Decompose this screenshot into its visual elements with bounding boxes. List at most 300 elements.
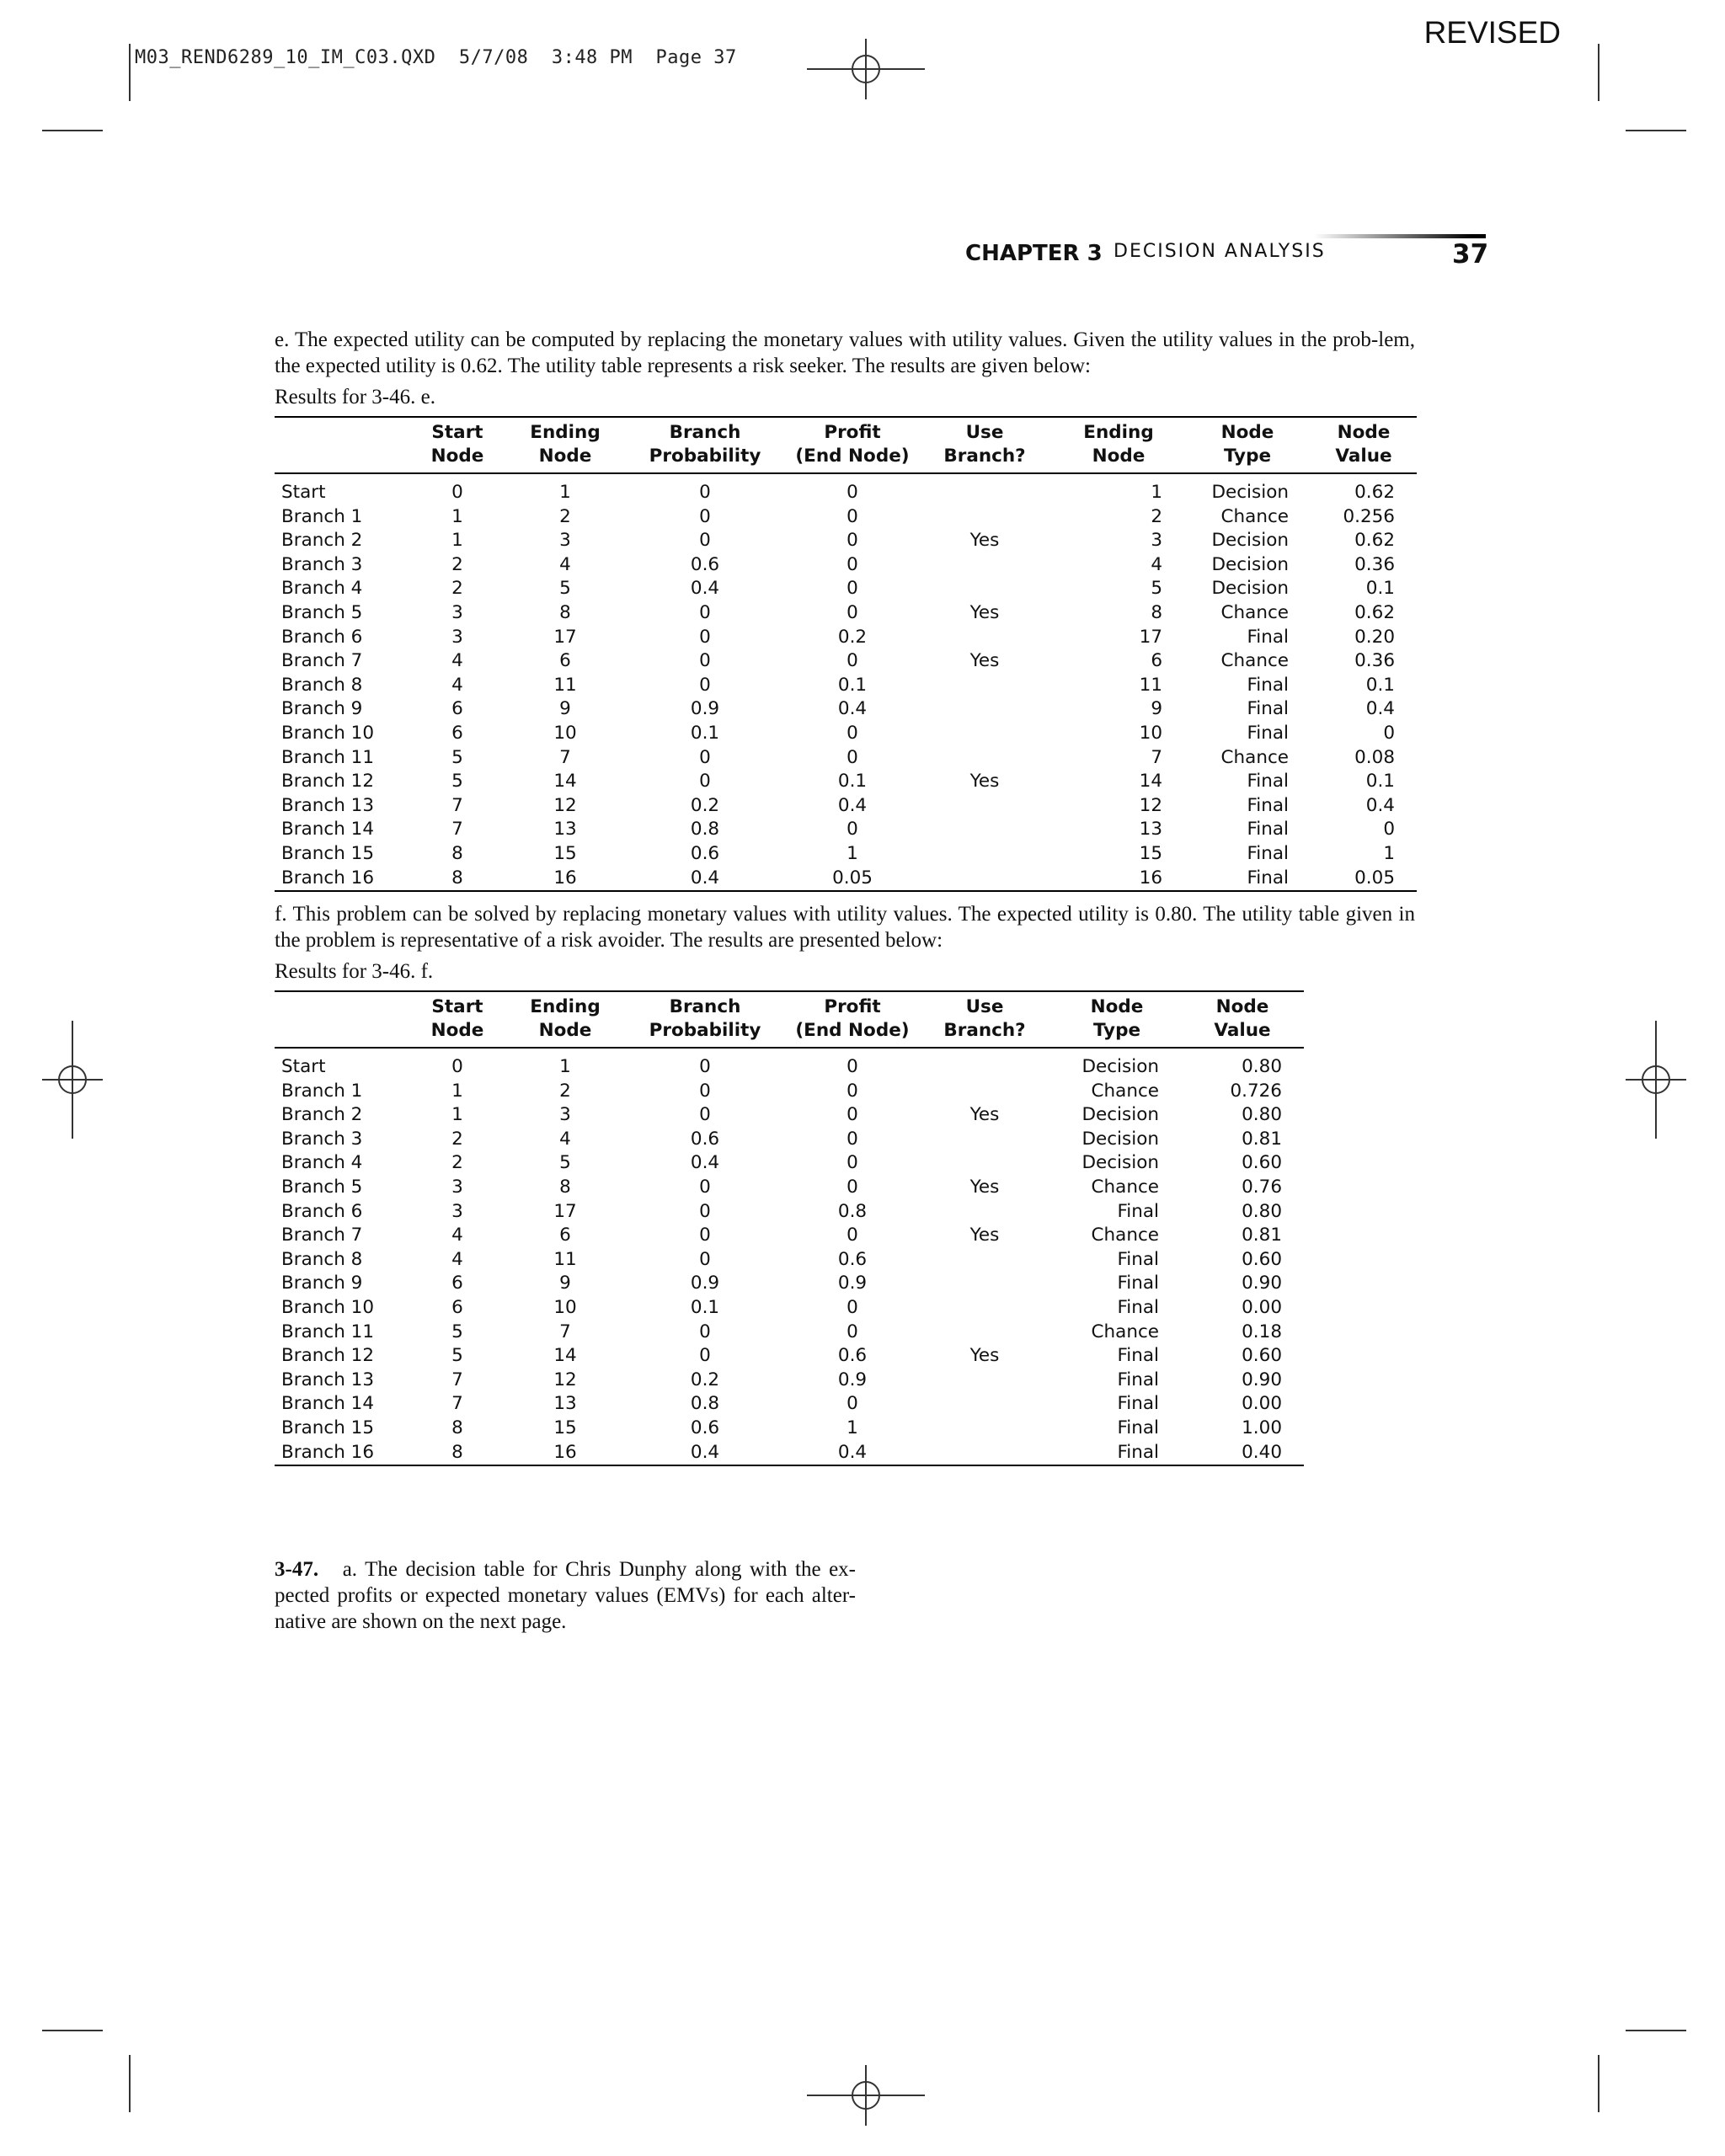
column-header-line2: Node: [430, 1020, 484, 1041]
column-header-line2: Probability: [649, 446, 761, 467]
problem-text: a. The decision table for Chris Dunphy along with the ex-pected profits or expected monetary values (EMVs) for each alter-native are shown on the next page.: [275, 1558, 857, 1633]
column-header-line2: Node: [538, 446, 592, 467]
column-header: [1053, 991, 1181, 1048]
table-cell: 0.9: [837, 1273, 868, 1294]
table-cell: 0.8: [690, 1393, 720, 1415]
table-cell: 9: [559, 698, 571, 720]
revised-stamp: REVISED: [1423, 15, 1561, 50]
table-cell: 6: [451, 722, 463, 744]
table-cell: 10: [1139, 722, 1162, 744]
table-row: [275, 867, 1417, 892]
table-cell: 1: [1383, 842, 1395, 864]
column-header: [509, 417, 622, 473]
column-header-line1: Ending: [530, 996, 601, 1017]
table-cell: Final: [1247, 674, 1289, 696]
column-header-line1: Node: [1215, 996, 1269, 1017]
table-cell: 16: [1053, 867, 1184, 892]
table-cell: 0.05: [788, 867, 916, 892]
table-cell: 0.81: [1242, 1225, 1282, 1246]
table-cell: 0.1: [690, 1296, 720, 1318]
table-cell: 15: [1139, 842, 1162, 864]
table-cell: 4: [559, 553, 571, 575]
column-header-line1: Branch: [669, 996, 741, 1017]
table-cell: 0: [699, 650, 711, 672]
paragraph-part-f: f. This problem can be solved by replacing monetary values with utility values. The expected utility is 0.80. The utility table given in the problem is representative of a risk avoider. The results are presented below:: [275, 903, 1415, 952]
table-cell: 11: [1139, 674, 1162, 696]
column-header: [406, 991, 509, 1048]
table-cell: 0: [699, 626, 711, 648]
column-header-line2: Type: [1092, 1020, 1141, 1041]
table-cell: 8: [559, 601, 571, 623]
table-row: [275, 794, 1417, 819]
table-cell: Branch 12: [281, 771, 375, 792]
table-cell: 1: [559, 1056, 571, 1077]
table-cell: 0: [699, 1248, 711, 1270]
chapter-title: DECISION ANALYSIS: [1114, 241, 1326, 262]
table-cell: 13: [553, 1393, 577, 1415]
table-cell: 0.05: [1311, 867, 1417, 892]
column-header-line2: Value: [1214, 1020, 1271, 1041]
table-cell: Branch 12: [281, 1345, 375, 1367]
table-row: [275, 1344, 1304, 1369]
table-cell: 14: [1139, 771, 1162, 792]
table-cell: [916, 1441, 1053, 1466]
column-header-line2: Value: [1335, 446, 1392, 467]
running-header: [0, 239, 1725, 281]
table-cell: 5: [451, 1321, 463, 1342]
column-header: [916, 417, 1053, 473]
table-cell: 5: [1151, 578, 1162, 600]
table-row: [275, 505, 1417, 530]
table-cell: 0: [699, 1321, 711, 1342]
table-cell: Branch 13: [281, 794, 375, 816]
table-cell: 0: [699, 1080, 711, 1102]
table-cell: Yes: [969, 530, 1000, 552]
table-cell: 0: [846, 578, 858, 600]
table-row: [275, 1151, 1304, 1176]
table-cell: 0: [699, 505, 711, 527]
table-cell: 0: [846, 1104, 858, 1126]
table-cell: [916, 842, 1053, 867]
table-cell: Decision: [1081, 1128, 1159, 1150]
table-cell: 0: [699, 1104, 711, 1126]
table-cell: Final: [1247, 722, 1289, 744]
table-cell: Final: [1117, 1417, 1159, 1438]
column-header-line1: Ending: [530, 422, 601, 443]
table-cell: 0: [846, 746, 858, 768]
table-cell: 0.4: [690, 578, 720, 600]
table-cell: Final: [1117, 1296, 1159, 1318]
column-header-line1: Branch: [669, 422, 741, 443]
table-cell: 0: [699, 1056, 711, 1077]
table-cell: Branch 6: [281, 1200, 363, 1222]
table-cell: 8: [451, 1417, 463, 1438]
table-cell: 0.4: [622, 1441, 788, 1466]
table-cell: 2: [451, 553, 463, 575]
table-cell: 0.18: [1242, 1321, 1282, 1342]
caption-part-e: Results for 3-46. e.: [275, 386, 435, 408]
table-cell: [916, 1296, 1053, 1321]
table-cell: Yes: [969, 1345, 1000, 1367]
table-cell: 7: [451, 1369, 463, 1390]
table-cell: 6: [1151, 650, 1162, 672]
column-header: [275, 991, 406, 1048]
column-header-line1: Profit: [824, 422, 881, 443]
table-cell: Yes: [969, 1176, 1000, 1198]
table-cell: 8: [406, 1441, 509, 1466]
table-cell: 0: [846, 650, 858, 672]
column-header-line1: Ending: [1083, 422, 1154, 443]
table-cell: 17: [553, 626, 577, 648]
table-cell: Branch 15: [281, 842, 375, 864]
table-cell: 10: [553, 1296, 577, 1318]
table-cell: Final: [1117, 1369, 1159, 1390]
table-cell: Yes: [969, 650, 1000, 672]
table-cell: [916, 818, 1053, 842]
table-cell: 0.60: [1242, 1248, 1282, 1270]
table-cell: 0.1: [1365, 578, 1395, 600]
registration-mark-left: [42, 1021, 103, 1139]
table-cell: 9: [1151, 698, 1162, 720]
table-cell: Branch 13: [281, 1369, 375, 1390]
table-row: [275, 649, 1417, 674]
table-row: [275, 1128, 1304, 1152]
table-cell: 0.9: [837, 1369, 868, 1390]
table-cell: Branch 7: [281, 1225, 363, 1246]
table-cell: [916, 697, 1053, 722]
registration-mark-top: [807, 39, 925, 99]
table-row: [275, 1321, 1304, 1345]
table-cell: 0: [699, 1225, 711, 1246]
column-header-line1: Profit: [824, 996, 881, 1017]
table-cell: 0: [846, 1296, 858, 1318]
table-cell: 0: [451, 1056, 463, 1077]
table-row: [275, 746, 1417, 771]
table-cell: Branch 7: [281, 650, 363, 672]
table-cell: 0.62: [1354, 530, 1395, 552]
table-cell: 17: [1139, 626, 1162, 648]
table-cell: Chance: [1091, 1176, 1159, 1198]
table-cell: 0: [846, 505, 858, 527]
table-cell: 0.80: [1242, 1200, 1282, 1222]
table-cell: 0.81: [1242, 1128, 1282, 1150]
table-cell: 0.2: [690, 794, 720, 816]
paragraph-part-e: e. The expected utility can be computed by replacing the monetary values with utility values. Given the utility values in the prob-lem, the expected utility is 0.62. The utility table represents a risk seeker. The results are given below:: [275, 328, 1415, 377]
table-cell: 0.4: [1365, 794, 1395, 816]
table-cell: 6: [559, 1225, 571, 1246]
table-cell: Chance: [1091, 1080, 1159, 1102]
table-cell: 0: [699, 1345, 711, 1367]
table-cell: 2: [451, 578, 463, 600]
table-cell: 0: [846, 553, 858, 575]
table-cell: 2: [559, 505, 571, 527]
table-row: [275, 577, 1417, 601]
table-cell: 0: [1383, 819, 1395, 841]
column-header: [406, 417, 509, 473]
table-cell: [916, 1392, 1053, 1417]
chapter-label: CHAPTER 3: [965, 241, 1103, 266]
table-cell: Branch 9: [281, 698, 363, 720]
table-cell: 3: [451, 601, 463, 623]
table-cell: 7: [451, 819, 463, 841]
table-cell: Decision: [1081, 1056, 1159, 1077]
table-cell: 0.36: [1354, 553, 1395, 575]
table-cell: Branch 4: [281, 1152, 363, 1174]
table-cell: 11: [553, 1248, 577, 1270]
table-cell: Final: [1247, 698, 1289, 720]
table-cell: 5: [451, 1345, 463, 1367]
table-cell: Yes: [969, 1225, 1000, 1246]
column-header-line2: Node: [1092, 446, 1146, 467]
table-cell: 7: [559, 1321, 571, 1342]
table-cell: 0: [846, 482, 858, 503]
table-cell: Branch 1: [281, 505, 363, 527]
table-cell: 0.6: [837, 1345, 868, 1367]
table-cell: [916, 746, 1053, 771]
table-cell: 0: [699, 674, 711, 696]
column-header-line2: Probability: [649, 1020, 761, 1041]
column-header: [788, 417, 916, 473]
column-header-line2: Branch?: [943, 1020, 1026, 1041]
table-cell: 4: [1151, 553, 1162, 575]
table-cell: 2: [559, 1080, 571, 1102]
table-row: [275, 1392, 1304, 1417]
table-cell: Final: [1247, 626, 1289, 648]
table-row: [275, 818, 1417, 842]
page-number: 37: [1452, 239, 1489, 270]
table-cell: 7: [451, 1393, 463, 1415]
table-cell: Branch 2: [281, 1104, 363, 1126]
table-cell: 3: [451, 1176, 463, 1198]
column-header-line2: Type: [1223, 446, 1272, 467]
table-cell: Branch 8: [281, 1248, 363, 1270]
column-header-line2: Branch?: [943, 446, 1026, 467]
table-cell: 1: [559, 482, 571, 503]
table-cell: Branch 1: [281, 1080, 363, 1102]
table-cell: Final: [1117, 1345, 1159, 1367]
table-cell: Start: [281, 482, 326, 503]
table-cell: 0: [846, 1128, 858, 1150]
table-cell: 0.00: [1242, 1296, 1282, 1318]
table-cell: 0.60: [1242, 1345, 1282, 1367]
problem-number: 3-47.: [275, 1558, 319, 1581]
table-cell: Decision: [1211, 553, 1289, 575]
table-cell: 4: [451, 674, 463, 696]
table-cell: [916, 1151, 1053, 1176]
table-row: [275, 473, 1417, 505]
registration-mark-bottom: [807, 2065, 925, 2126]
table-cell: 0: [846, 1225, 858, 1246]
table-row: [275, 553, 1417, 578]
paragraph-problem-3-47: [275, 1556, 856, 1635]
table-cell: [916, 1048, 1053, 1080]
table-cell: Branch 9: [281, 1273, 363, 1294]
table-cell: 10: [553, 722, 577, 744]
table-cell: 0.62: [1354, 482, 1395, 503]
table-cell: [916, 473, 1053, 505]
table-cell: 4: [451, 1225, 463, 1246]
table-cell: Branch 16: [275, 1441, 406, 1466]
results-table-f: [275, 990, 1304, 1466]
column-header-line1: Node: [1337, 422, 1391, 443]
table-row: [275, 626, 1417, 650]
table-cell: [916, 1248, 1053, 1273]
table-cell: Branch 14: [281, 819, 375, 841]
table-cell: [916, 867, 1053, 892]
table-row: [275, 1048, 1304, 1080]
table-cell: 2: [451, 1152, 463, 1174]
table-cell: [916, 553, 1053, 578]
table-cell: 0: [846, 722, 858, 744]
table-cell: 0.6: [837, 1248, 868, 1270]
table-cell: 8: [451, 842, 463, 864]
table-cell: 5: [559, 578, 571, 600]
table-cell: [916, 1080, 1053, 1104]
table-cell: Branch 10: [281, 722, 375, 744]
table-cell: Final: [1053, 1441, 1181, 1466]
column-header: [1053, 417, 1184, 473]
column-header: [622, 991, 788, 1048]
table-cell: 0.256: [1343, 505, 1395, 527]
table-cell: Branch 11: [281, 746, 375, 768]
table-cell: Final: [1184, 867, 1311, 892]
table-cell: 0: [699, 746, 711, 768]
table-cell: Final: [1247, 819, 1289, 841]
table-cell: Yes: [969, 601, 1000, 623]
column-header-line2: (End Node): [795, 446, 910, 467]
table-cell: 5: [559, 1152, 571, 1174]
table-cell: 6: [451, 1296, 463, 1318]
table-cell: 0: [846, 1176, 858, 1198]
table-cell: [916, 577, 1053, 601]
table-cell: Chance: [1220, 601, 1289, 623]
table-cell: Decision: [1211, 482, 1289, 503]
table-cell: 12: [1139, 794, 1162, 816]
table-cell: Chance: [1220, 505, 1289, 527]
table-row: [275, 1224, 1304, 1248]
table-cell: 0.6: [690, 1128, 720, 1150]
table-row: [275, 1103, 1304, 1128]
table-cell: 0.00: [1242, 1393, 1282, 1415]
table-cell: [916, 1200, 1053, 1225]
table-cell: Branch 5: [281, 1176, 363, 1198]
table-cell: Branch 3: [281, 1128, 363, 1150]
table-cell: 17: [553, 1200, 577, 1222]
table-cell: 0: [846, 1152, 858, 1174]
table-cell: 0.6: [690, 842, 720, 864]
table-row: [275, 1080, 1304, 1104]
table-cell: Branch 14: [281, 1393, 375, 1415]
table-cell: 0.1: [837, 674, 868, 696]
table-cell: 12: [553, 794, 577, 816]
column-header-line2: Node: [430, 446, 484, 467]
table-cell: 0.80: [1242, 1104, 1282, 1126]
table-cell: 0: [846, 819, 858, 841]
table-cell: Branch 3: [281, 553, 363, 575]
column-header: [622, 417, 788, 473]
table-cell: 0.2: [837, 626, 868, 648]
table-cell: 0.1: [1365, 771, 1395, 792]
column-header-line2: Node: [538, 1020, 592, 1041]
table-cell: [916, 722, 1053, 746]
table-cell: 1: [451, 505, 463, 527]
table-cell: 0: [846, 1393, 858, 1415]
table-row: [275, 1369, 1304, 1393]
table-cell: 1: [846, 1417, 858, 1438]
table-cell: [916, 1272, 1053, 1296]
table-cell: 0.6: [690, 1417, 720, 1438]
table-cell: Yes: [969, 771, 1000, 792]
table-cell: 0.76: [1242, 1176, 1282, 1198]
table-cell: 1: [1151, 482, 1162, 503]
table-cell: 8: [559, 1176, 571, 1198]
column-header-line1: Use: [965, 422, 1004, 443]
table-cell: 15: [553, 842, 577, 864]
table-cell: 13: [553, 819, 577, 841]
table-cell: Final: [1117, 1248, 1159, 1270]
table-cell: Branch 15: [281, 1417, 375, 1438]
table-cell: 0.20: [1354, 626, 1395, 648]
table-cell: Final: [1247, 842, 1289, 864]
table-cell: 0.4: [690, 1152, 720, 1174]
table-row: [275, 601, 1417, 626]
table-cell: Branch 16: [275, 867, 406, 892]
table-cell: 0: [451, 482, 463, 503]
table-row: [275, 1200, 1304, 1225]
results-table-e: [275, 416, 1417, 892]
table-cell: 0.90: [1242, 1369, 1282, 1390]
table-cell: 5: [451, 771, 463, 792]
table-cell: 0.8: [690, 819, 720, 841]
column-header: [1181, 991, 1304, 1048]
table-cell: 0: [699, 1200, 711, 1222]
table-cell: 0.4: [622, 867, 788, 892]
table-cell: 1: [451, 1104, 463, 1126]
column-header-line1: Use: [965, 996, 1004, 1017]
table-cell: Start: [281, 1056, 326, 1077]
table-cell: Final: [1247, 794, 1289, 816]
column-header: [916, 991, 1053, 1048]
table-cell: 1: [846, 842, 858, 864]
table-cell: 0.1: [837, 771, 868, 792]
table-cell: 0: [846, 1321, 858, 1342]
header-rule: [1314, 234, 1486, 238]
table-cell: Branch 2: [281, 530, 363, 552]
table-cell: 4: [451, 1248, 463, 1270]
table-cell: 0: [699, 530, 711, 552]
table-row: [275, 1417, 1304, 1441]
table-cell: Yes: [969, 1104, 1000, 1126]
table-cell: 13: [1139, 819, 1162, 841]
table-cell: Chance: [1091, 1225, 1159, 1246]
table-cell: 16: [509, 867, 622, 892]
table-cell: 0.40: [1181, 1441, 1304, 1466]
table-cell: [916, 1321, 1053, 1345]
column-header-line1: Start: [431, 422, 483, 443]
table-cell: 14: [553, 771, 577, 792]
column-header-line2: (End Node): [795, 1020, 910, 1041]
table-cell: Decision: [1211, 578, 1289, 600]
table-cell: 6: [559, 650, 571, 672]
table-cell: 11: [553, 674, 577, 696]
table-row: [275, 1248, 1304, 1273]
table-cell: 0.9: [690, 1273, 720, 1294]
table-cell: Chance: [1091, 1321, 1159, 1342]
table-cell: 0.4: [837, 794, 868, 816]
table-cell: [916, 794, 1053, 819]
table-cell: 7: [451, 794, 463, 816]
table-cell: Branch 6: [281, 626, 363, 648]
